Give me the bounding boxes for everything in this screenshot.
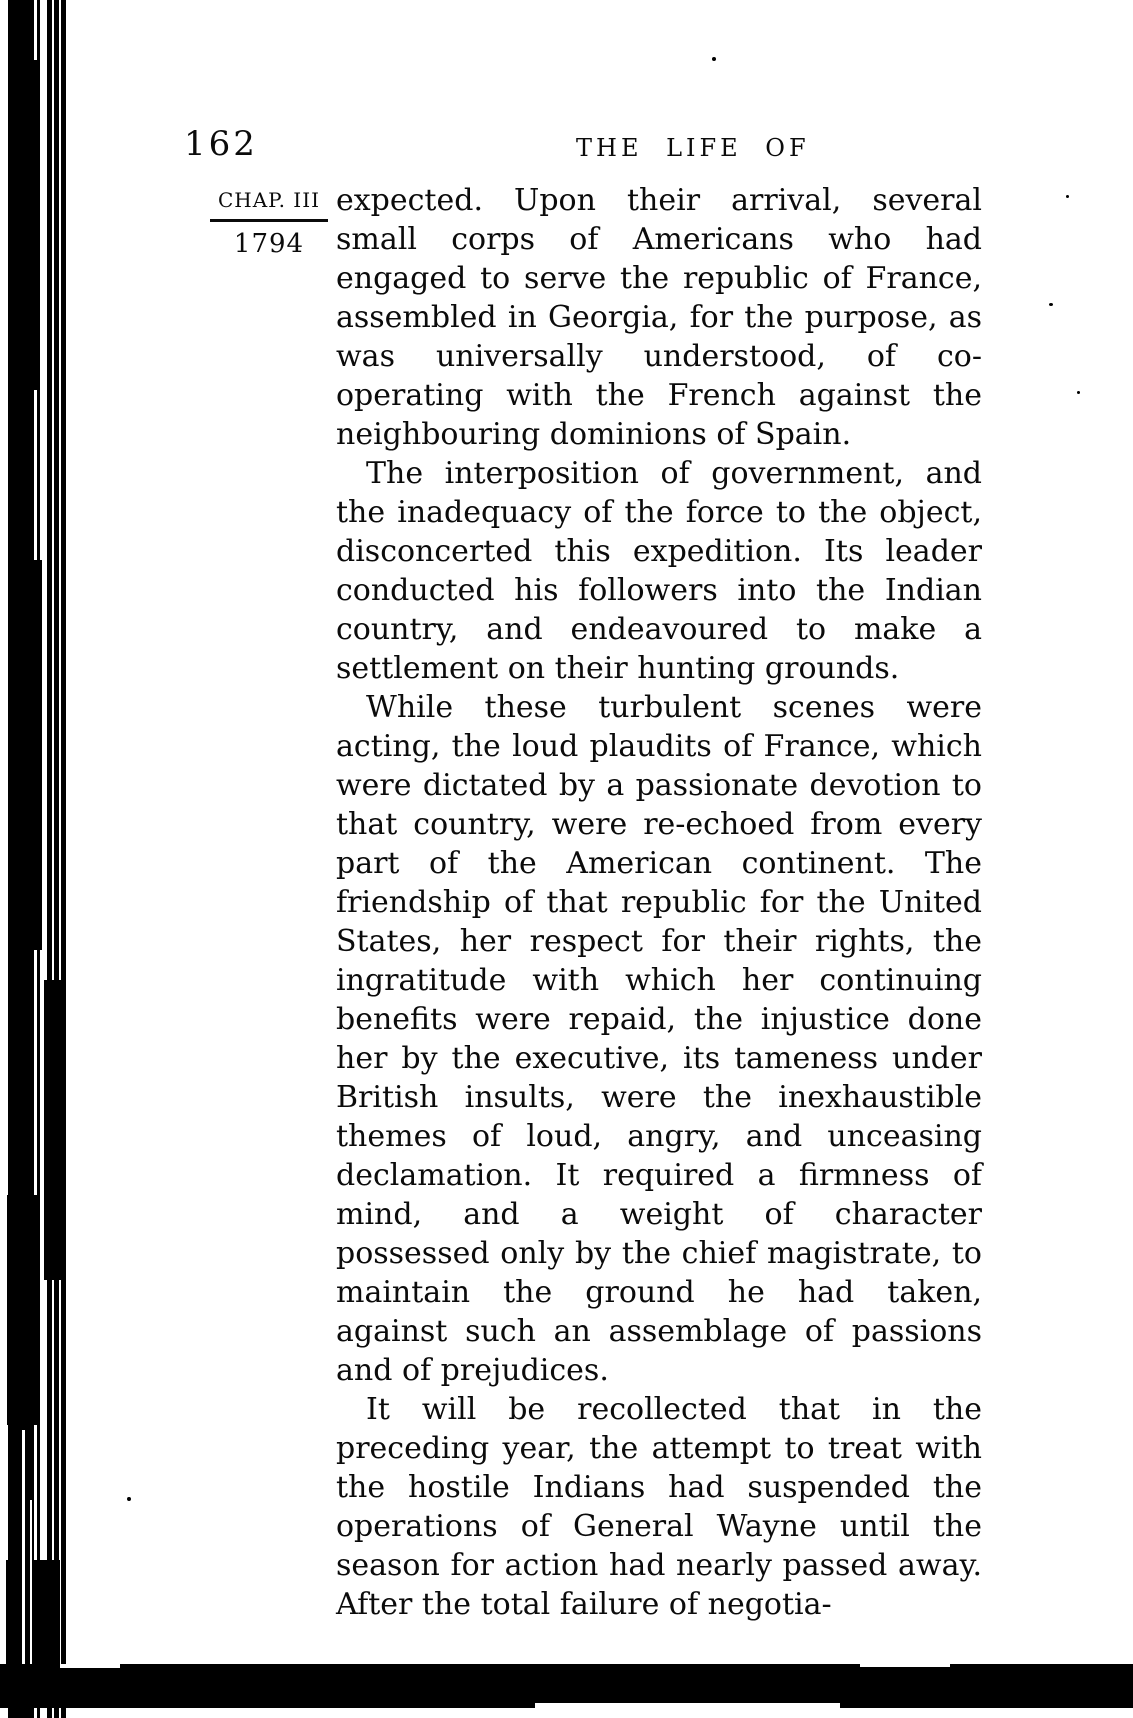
margin-note: [210, 188, 328, 259]
paragraph: expected. Upon their arrival, several small corps of Americans who had engaged to serve the republic of France, assembled in Georgia, for the purpose, as was universally understood, of co-operating with the French against the neighbouring dominions of Spain.: [336, 183, 982, 452]
page-number: 162: [184, 124, 258, 164]
body-text: [336, 181, 982, 1624]
scan-artifact-notch: [60, 1664, 120, 1668]
scan-artifact-patch: [6, 1560, 60, 1670]
scan-artifact-streak: [30, 1500, 32, 1670]
scan-artifact-notch: [535, 1703, 840, 1708]
scan-artifact-patch: [44, 980, 66, 1280]
scan-speck: [1077, 391, 1080, 394]
scan-artifact-notch: [860, 1664, 950, 1667]
year-label: 1794: [233, 229, 305, 259]
scan-speck: [1049, 303, 1053, 306]
running-title: THE LIFE OF: [576, 134, 810, 162]
chapter-label: CHAP. III: [217, 188, 320, 212]
scan-speck: [127, 1497, 131, 1501]
scan-artifact-patch: [8, 560, 42, 950]
chapter-rule: [210, 219, 328, 222]
scan-speck: [712, 57, 716, 61]
scan-artifact-bottom-band: [0, 1664, 1133, 1708]
scan-artifact-patch: [8, 60, 40, 390]
scan-artifact-patch: [7, 1195, 37, 1425]
scan-speck: [1066, 195, 1069, 198]
scan-artifact-streak: [22, 1430, 25, 1670]
paragraph: The interposition of government, and the inadequacy of the force to the object, disconcerted this expedition. Its leader conducted his followers into the Indian country, and endeavoured to make a settlement on their hunting grounds.: [336, 456, 982, 686]
paragraph: While these turbulent scenes were acting, the loud plaudits of France, which were dictated by a passionate devotion to that country, were re-echoed from every part of the American continent. The friendship of that republic for the United States, her respect for their rights, the ingratitude with which her continuing benefits were repaid, the injustice done her by the executive, its tameness under British insults, were the inexhaustible themes of loud, angry, and unceasing declamation. It required a firmness of mind, and a weight of character possessed only by the chief magistrate, to maintain the ground he had taken, against such an assemblage of passions and of prejudices.: [336, 690, 982, 1388]
scan-artifact-left-band: [0, 0, 80, 1718]
paragraph: It will be recollected that in the preceding year, the attempt to treat with the hostile Indians had suspended the operations of General Wayne until the season for action had nearly passed away. After the total failure of negotia-: [336, 1392, 982, 1622]
